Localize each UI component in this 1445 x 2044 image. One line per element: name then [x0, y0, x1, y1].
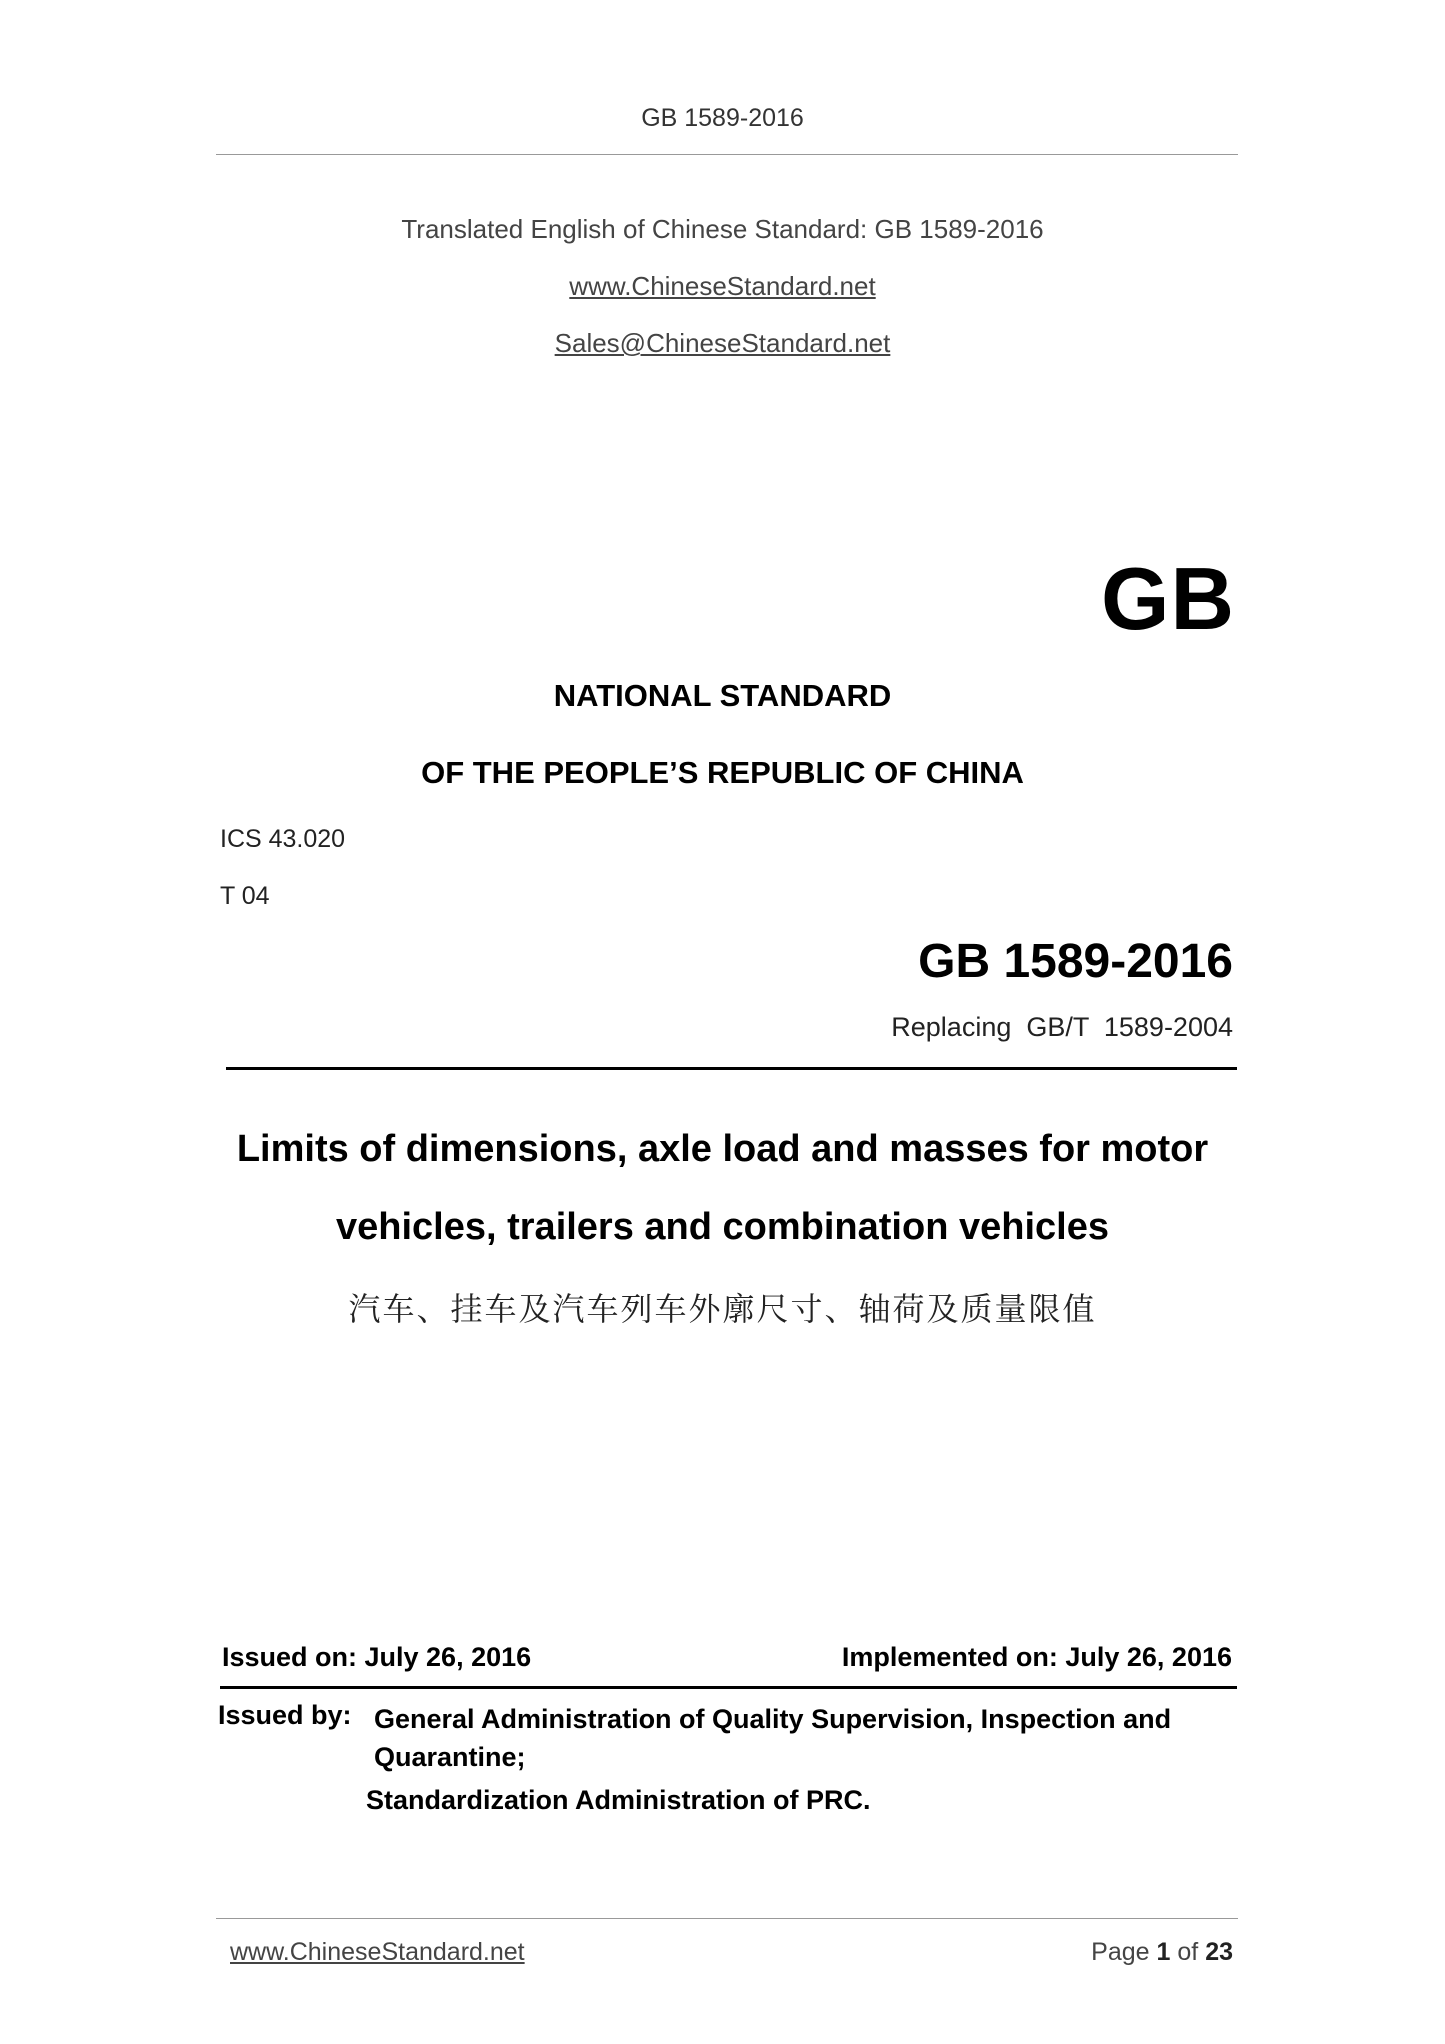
issuer-org-2: Standardization Administration of PRC.	[366, 1785, 871, 1815]
replacing-note: Replacing GB/T 1589-2004	[891, 1012, 1233, 1042]
issued-on-date: Issued on: July 26, 2016	[222, 1642, 532, 1672]
translated-standard-line: Translated English of Chinese Standard: GB 1589-2016	[401, 214, 1044, 244]
country-heading: OF THE PEOPLE’S REPUBLIC OF CHINA	[421, 755, 1024, 790]
issued-by-label: Issued by:	[218, 1700, 352, 1730]
header-divider	[216, 154, 1238, 155]
email-link-wrapper	[0, 328, 1445, 359]
page-word: Page	[1091, 1938, 1150, 1966]
page-of: of	[1177, 1938, 1199, 1966]
ics-code: ICS 43.020	[220, 825, 346, 853]
page-total: 23	[1205, 1938, 1233, 1966]
page-current: 1	[1156, 1938, 1171, 1966]
title-divider	[226, 1067, 1237, 1070]
english-title-line-2: vehicles, trailers and combination vehicles	[336, 1206, 1109, 1248]
footer-divider	[216, 1918, 1238, 1919]
website-link[interactable]: www.ChineseStandard.net	[569, 271, 876, 301]
footer-website-link[interactable]: www.ChineseStandard.net	[230, 1938, 525, 1966]
issuer-org-1: General Administration of Quality Supervision, Inspection and Quarantine;	[374, 1704, 1172, 1772]
implemented-on-date: Implemented on: July 26, 2016	[841, 1642, 1232, 1672]
email-link[interactable]: Sales@ChineseStandard.net	[554, 328, 891, 358]
website-link-wrapper	[0, 271, 1445, 302]
dates-divider	[220, 1686, 1237, 1689]
gb-logo: GB	[1101, 549, 1235, 648]
running-header: GB 1589-2016	[641, 104, 804, 132]
page-indicator	[1091, 1938, 1233, 1967]
national-standard-heading: NATIONAL STANDARD	[553, 678, 892, 713]
standard-number: GB 1589-2016	[918, 935, 1233, 988]
chinese-title: 汽车、挂车及汽车列车外廓尺寸、轴荷及质量限值	[348, 1290, 1097, 1328]
english-title-line-1: Limits of dimensions, axle load and masses for motor	[236, 1128, 1209, 1170]
classification-code: T 04	[220, 882, 270, 910]
